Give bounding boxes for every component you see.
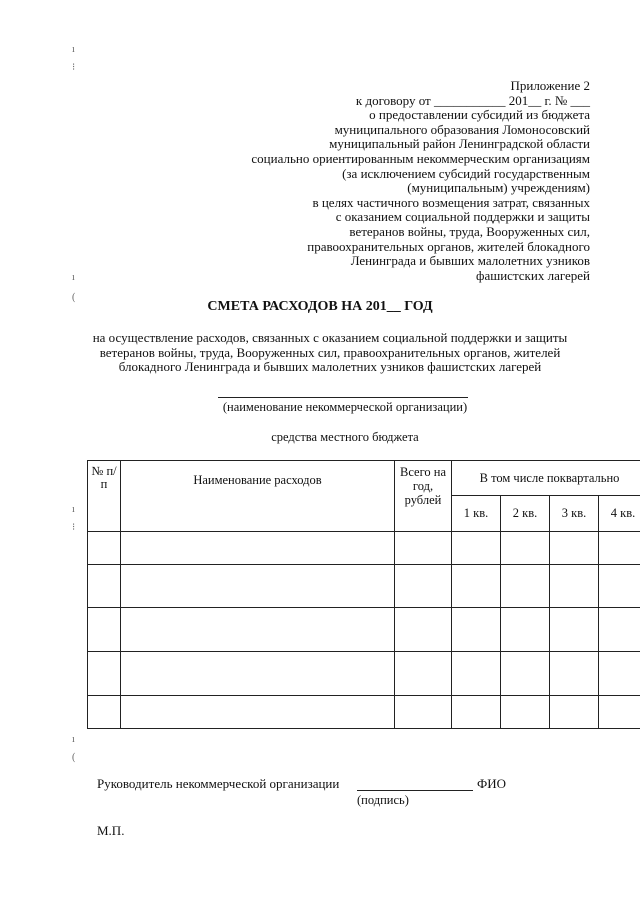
header-quarter-4: 4 кв. (599, 496, 640, 532)
table-cell[interactable] (395, 652, 452, 696)
table-cell[interactable] (88, 652, 121, 696)
header-row-number: № п/п (88, 461, 121, 532)
budget-source: средства местного бюджета (271, 430, 419, 444)
table-cell[interactable] (452, 608, 501, 652)
table-cell[interactable] (550, 532, 599, 565)
table-cell[interactable] (550, 652, 599, 696)
expense-table (87, 460, 640, 729)
organization-name-line (218, 397, 468, 398)
table-cell[interactable] (121, 532, 395, 565)
table-cell[interactable] (395, 608, 452, 652)
scan-mark: ⁝ (72, 522, 76, 533)
table-cell[interactable] (550, 608, 599, 652)
appendix-line: (муниципальным) учреждениям) (407, 180, 590, 196)
subtitle-line: на осуществление расходов, связанных с оказанием социальной поддержки и защиты (92, 330, 568, 345)
table-cell[interactable] (121, 608, 395, 652)
header-quarter-1: 1 кв. (452, 496, 501, 532)
appendix-line: муниципальный район Ленинградской области (329, 136, 590, 152)
table-row (88, 608, 640, 652)
document-title: СМЕТА РАСХОДОВ НА 201__ ГОД (207, 299, 433, 314)
signature-line[interactable] (357, 790, 473, 791)
table-cell[interactable] (121, 652, 395, 696)
header-annual-total: Всего на год, рублей (395, 461, 452, 532)
table-cell[interactable] (599, 608, 640, 652)
document-subtitle (70, 331, 590, 375)
table-cell[interactable] (501, 565, 550, 608)
header-quarterly: В том числе поквартально (452, 461, 640, 496)
table-row (88, 532, 640, 565)
appendix-line: в целях частичного возмещения затрат, связанных (312, 194, 590, 210)
table-cell[interactable] (599, 565, 640, 608)
table-cell[interactable] (550, 565, 599, 608)
scan-mark: ( (72, 292, 76, 303)
subtitle-line: ветеранов войны, труда, Вооруженных сил, правоохранительных органов, жителей (99, 344, 561, 360)
table-cell[interactable] (121, 565, 395, 608)
table-cell[interactable] (121, 696, 395, 729)
table-cell[interactable] (88, 696, 121, 729)
signatory-fio: ФИО (477, 776, 507, 791)
stamp-place: М.П. (97, 823, 125, 838)
scan-mark: ⁝ (72, 62, 76, 73)
table-cell[interactable] (501, 652, 550, 696)
table-cell[interactable] (501, 608, 550, 652)
appendix-line: ветеранов войны, труда, Вооруженных сил, (349, 223, 590, 239)
table-cell[interactable] (452, 696, 501, 729)
table-cell[interactable] (599, 652, 640, 696)
table-cell[interactable] (88, 608, 121, 652)
appendix-line: фашистских лагерей (476, 267, 590, 283)
appendix-line: с оказанием социальной поддержки и защиты (335, 209, 590, 225)
appendix-line: к договору от ___________ 201__ г. № ___ (355, 92, 590, 108)
appendix-line: правоохранительных органов, жителей блокадного (307, 238, 590, 254)
scan-mark: ( (72, 752, 76, 763)
table-cell[interactable] (452, 652, 501, 696)
appendix-line: (за исключением субсидий государственным (342, 165, 590, 181)
appendix-line: муниципального образования Ломоносовский (334, 121, 590, 137)
table-row (88, 652, 640, 696)
table-cell[interactable] (501, 696, 550, 729)
table-cell[interactable] (501, 532, 550, 565)
header-quarter-3: 3 кв. (550, 496, 599, 532)
organization-name-caption: (наименование некоммерческой организации) (222, 400, 468, 414)
table-cell[interactable] (452, 565, 501, 608)
table-cell[interactable] (395, 532, 452, 565)
appendix-line: Ленинграда и бывших малолетних узников (350, 253, 590, 269)
table-cell[interactable] (395, 565, 452, 608)
table-cell[interactable] (550, 696, 599, 729)
scan-mark: ı (72, 734, 75, 745)
scan-mark: ı (72, 272, 75, 283)
appendix-line: о предоставлении субсидий из бюджета (369, 107, 590, 123)
subtitle-line: блокадного Ленинграда и бывших малолетних узников фашистских лагерей (118, 359, 542, 375)
table-cell[interactable] (452, 532, 501, 565)
appendix-line: социально ориентированным некоммерческим организациям (251, 150, 590, 166)
appendix-line: Приложение 2 (510, 78, 590, 93)
scan-mark: ı (72, 44, 75, 55)
scan-mark: ı (72, 504, 75, 515)
table-cell[interactable] (599, 532, 640, 565)
header-quarter-2: 2 кв. (501, 496, 550, 532)
signature-caption: (подпись) (357, 793, 409, 807)
table-row (88, 696, 640, 729)
table-row (88, 565, 640, 608)
header-expense-name: Наименование расходов (121, 461, 395, 532)
table-cell[interactable] (599, 696, 640, 729)
signatory-label: Руководитель некоммерческой организации (97, 776, 340, 791)
table-cell[interactable] (88, 532, 121, 565)
table-cell[interactable] (88, 565, 121, 608)
table-cell[interactable] (395, 696, 452, 729)
appendix-header (170, 79, 590, 283)
